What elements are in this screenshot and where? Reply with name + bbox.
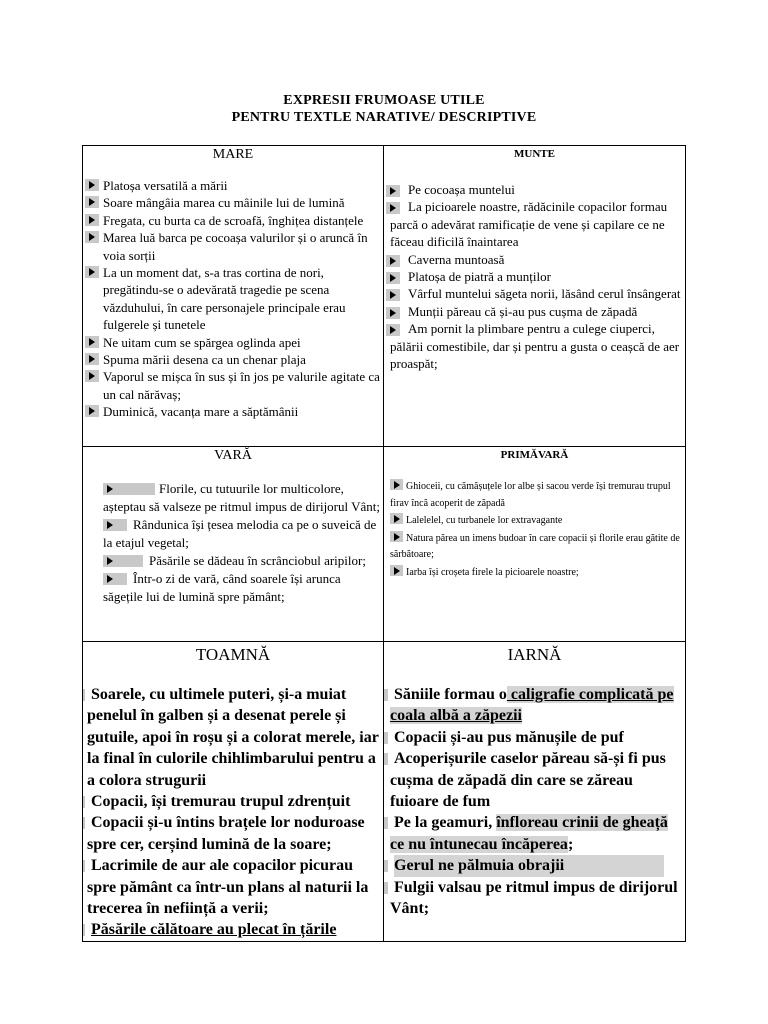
list-item: Spuma mării desena ca un chenar plaja: [103, 351, 383, 368]
expressions-table: [82, 145, 686, 942]
cell-toamna: [83, 642, 384, 942]
list-item: La un moment dat, s-a tras cortina de nori, pregătindu-se o adevărată tragedie pe scena văzduhului, în care personajele principale erau fulgerele și tunetele: [103, 264, 383, 334]
arrow-bullet-icon: [384, 732, 389, 744]
arrow-bullet-icon: [386, 185, 400, 197]
list-item: Fulgii valsau pe ritmul impus de dirijorul Vânt;: [390, 877, 685, 920]
heading-primavara: PRIMĂVARĂ: [500, 449, 569, 461]
list-item: Gerul ne pălmuia obrajii: [390, 855, 685, 876]
list-item: Săniile formau o caligrafie complicată pe coala albă a zăpezii: [390, 684, 685, 727]
heading-toamna: TOAMNĂ: [195, 645, 271, 664]
list-item: Florile, cu tutuurile lor multicolore, așteptau să valseze pe ritmul impus de dirijorul Vânt;: [103, 481, 381, 514]
arrow-bullet-icon: [103, 519, 127, 531]
list-item: Natura părea un imens budoar în care copacii și florile erau gătite de sărbătoare;: [390, 532, 680, 560]
list-item: Vârful muntelui săgeta norii, lăsând cerul însângerat: [390, 285, 685, 302]
arrow-bullet-icon: [85, 214, 99, 226]
arrow-bullet-icon: [85, 353, 99, 365]
list-item: Duminică, vacanța mare a săptămânii: [103, 403, 383, 420]
list-item: Ne uitam cum se spărgea oglinda apei: [103, 334, 383, 351]
arrow-bullet-icon: [83, 860, 86, 872]
cell-mare: [83, 146, 384, 447]
arrow-bullet-icon: [386, 255, 400, 267]
list-vara: [103, 480, 383, 606]
list-item: Platoșa de piatră a munților: [390, 268, 685, 285]
arrow-bullet-icon: [83, 817, 86, 829]
list-item: Munții păreau că și-au pus cușma de zăpadă: [390, 303, 685, 320]
arrow-bullet-icon: [103, 555, 143, 567]
arrow-bullet-icon: [83, 689, 86, 701]
arrow-bullet-icon: [85, 370, 99, 382]
cell-munte: [384, 146, 686, 447]
list-mare: [103, 177, 383, 421]
list-item: Ghioceii, cu cămășuțele lor albe și sacou verde își tremurau trupul firav încă acoperit de zăpadă: [390, 481, 671, 509]
list-item: Rândunica își țesea melodia ca pe o suveică de la etajul vegetal;: [103, 517, 377, 550]
arrow-bullet-icon: [386, 272, 400, 284]
arrow-bullet-icon: [85, 336, 99, 348]
list-item: Păsările călătoare au plecat în țările: [87, 919, 383, 940]
list-toamna: [87, 684, 383, 941]
arrow-bullet-icon: [85, 196, 99, 208]
arrow-bullet-icon: [85, 179, 99, 191]
arrow-bullet-icon: [386, 307, 400, 319]
arrow-bullet-icon: [85, 266, 99, 278]
heading-munte: MUNTE: [514, 148, 555, 160]
list-iarna: [390, 684, 685, 919]
list-item: Într-o zi de vară, când soarele își arunca săgețile lui de lumină spre pământ;: [103, 571, 341, 604]
arrow-bullet-icon: [384, 817, 389, 829]
list-munte: [390, 181, 685, 372]
heading-iarna: IARNĂ: [507, 645, 562, 664]
arrow-bullet-icon: [85, 405, 99, 417]
cell-vara: [83, 447, 384, 642]
arrow-bullet-icon: [390, 565, 403, 576]
arrow-bullet-icon: [390, 531, 403, 542]
document-title-line1: EXPRESII FRUMOASE UTILE: [283, 93, 485, 108]
list-item: Lalelelel, cu turbanele lor extravagante: [390, 512, 685, 530]
arrow-bullet-icon: [384, 689, 389, 701]
arrow-bullet-icon: [384, 753, 389, 765]
arrow-bullet-icon: [386, 289, 400, 301]
list-item: Soare mângâia marea cu mâinile lui de lumină: [103, 194, 383, 211]
arrow-bullet-icon: [384, 882, 389, 894]
arrow-bullet-icon: [390, 479, 403, 490]
list-item: Platoșa versatilă a mării: [103, 177, 383, 194]
list-item: Acoperișurile caselor păreau să-și fi pus cușma de zăpadă din care se zăreau fuioare de fum: [390, 748, 685, 812]
list-item: Soarele, cu ultimele puteri, și-a muiat penelul în galben și a desenat perele și gutuile, apoi în roșu și a colorat merele, iar la final în culorile chihlimbarului pentru a a colora strugurii: [87, 684, 383, 791]
list-item: Vaporul se mișca în sus și în jos pe valurile agitate ca un cal nărăvaș;: [103, 368, 383, 403]
list-item: Copacii și-au pus mănușile de puf: [390, 727, 685, 748]
arrow-bullet-icon: [386, 202, 400, 214]
list-item: Marea luă barca pe cocoașa valurilor și o aruncă în voia sorții: [103, 229, 383, 264]
list-item: La picioarele noastre, rădăcinile copacilor formau parcă o adevărat ramificație de vene și capilare ce ne făceau dificilă înaintarea: [390, 198, 685, 250]
arrow-bullet-icon: [83, 796, 86, 808]
cell-primavara: [384, 447, 686, 642]
arrow-bullet-icon: [386, 324, 400, 336]
list-item: Pe cocoașa muntelui: [390, 181, 685, 198]
arrow-bullet-icon: [85, 231, 99, 243]
list-item: Copacii, își tremurau trupul zdrențuit: [87, 791, 383, 812]
arrow-bullet-icon: [103, 483, 155, 495]
arrow-bullet-icon: [83, 924, 86, 936]
document-title-line2: PENTRU TEXTLE NARATIVE/ DESCRIPTIVE: [231, 110, 537, 125]
cell-iarna: [384, 642, 686, 942]
list-item: Copacii și-u întins brațele lor noduroase spre cer, cerșind lumină de la soare;: [87, 812, 383, 855]
list-item: Iarba își croșeta firele la picioarele noastre;: [390, 564, 685, 582]
list-item: Fregata, cu burta ca de scroafă, înghițea distanțele: [103, 212, 383, 229]
arrow-bullet-icon: [384, 860, 389, 872]
heading-vara: VARĂ: [214, 448, 252, 463]
list-item: Am pornit la plimbare pentru a culege ciuperci, pălării comestibile, dar și pentru a gusta o ceașcă de aer proaspăt;: [390, 320, 685, 372]
list-item: Pe la geamuri, înfloreau crinii de gheață ce nu întunecau încăperea;: [390, 812, 685, 855]
arrow-bullet-icon: [103, 573, 127, 585]
arrow-bullet-icon: [390, 513, 403, 524]
list-item: Caverna muntoasă: [390, 251, 685, 268]
list-primavara: [390, 478, 685, 581]
heading-mare: MARE: [212, 147, 254, 162]
list-item: Lacrimile de aur ale copacilor picurau spre pământ ca într-un plans al naturii la trecerea în neființă a verii;: [87, 855, 383, 919]
list-item: Păsările se dădeau în scrânciobul aripilor;: [103, 552, 383, 570]
